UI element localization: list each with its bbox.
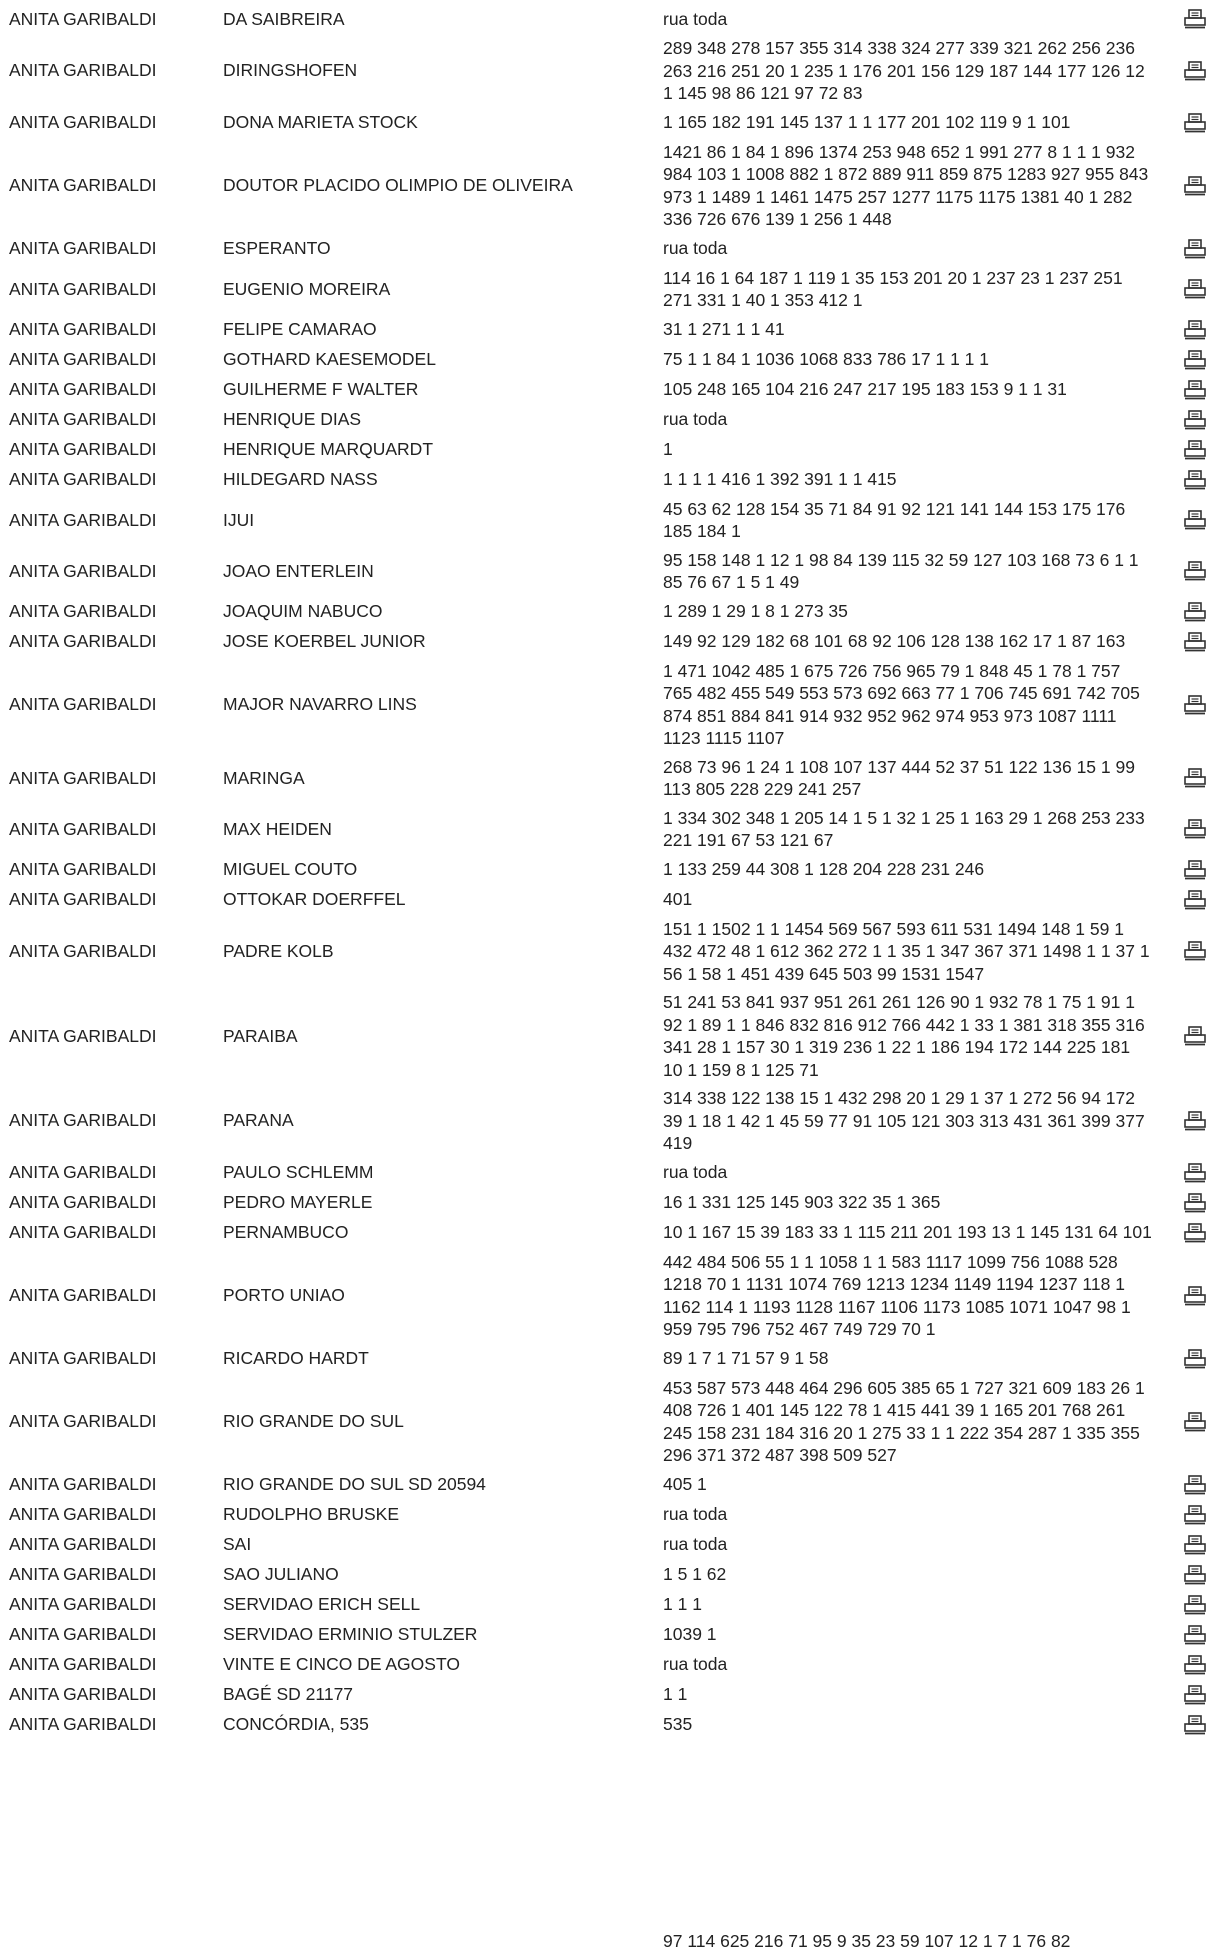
numbers-cell: 289 348 278 157 355 314 338 324 277 339 321 262 256 236 263 216 251 20 1 235 1 176 201 156 129 187 144 177 126 12 1 145 98 86 121 97 72 83 (663, 38, 1145, 103)
printer-icon[interactable] (1182, 1222, 1208, 1244)
numbers-cell: rua toda (663, 8, 728, 29)
city-cell: ANITA GARIBALDI (9, 859, 157, 879)
street-cell: GOTHARD KAESEMODEL (223, 349, 436, 369)
printer-icon[interactable] (1182, 859, 1208, 881)
city-cell: ANITA GARIBALDI (9, 238, 157, 258)
printer-icon[interactable] (1182, 1192, 1208, 1214)
city-cell: ANITA GARIBALDI (9, 560, 157, 581)
printer-icon[interactable] (1182, 1110, 1208, 1132)
table-row (0, 597, 1215, 627)
street-cell: JOSE KOERBEL JUNIOR (223, 631, 426, 651)
numbers-cell: 1 165 182 191 145 137 1 1 177 201 102 119 9 1 101 (663, 112, 1071, 133)
street-cell: PADRE KOLB (223, 940, 334, 961)
street-cell: IJUI (223, 509, 255, 530)
city-cell: ANITA GARIBALDI (9, 1285, 157, 1305)
numbers-cell: 1 (663, 439, 673, 460)
city-cell: ANITA GARIBALDI (9, 8, 157, 29)
numbers-cell: 31 1 271 1 1 41 (663, 319, 785, 340)
city-cell: ANITA GARIBALDI (9, 818, 157, 839)
table-row (0, 657, 1215, 753)
printer-icon[interactable] (1182, 560, 1208, 582)
printer-icon[interactable] (1182, 1348, 1208, 1370)
printer-icon[interactable] (1182, 889, 1208, 911)
printer-icon[interactable] (1182, 278, 1208, 300)
city-cell: ANITA GARIBALDI (9, 1348, 157, 1368)
numbers-cell: 314 338 122 138 15 1 432 298 20 1 29 1 37 1 272 56 94 172 39 1 18 1 42 1 45 59 77 91 105 121 303 313 431 361 399 377 419 (663, 1088, 1145, 1153)
table-row (0, 234, 1215, 264)
street-cell: VINTE E CINCO DE AGOSTO (223, 1654, 460, 1674)
street-cell: PAULO SCHLEMM (223, 1162, 374, 1182)
table-row (0, 34, 1215, 108)
numbers-cell: 1 1 (663, 1684, 688, 1705)
printer-icon[interactable] (1182, 60, 1208, 82)
numbers-cell: 149 92 129 182 68 101 68 92 106 128 138 162 17 1 87 163 (663, 631, 1126, 652)
city-cell: ANITA GARIBALDI (9, 1474, 157, 1494)
printer-icon[interactable] (1182, 1564, 1208, 1586)
city-cell: ANITA GARIBALDI (9, 601, 157, 621)
street-cell: DA SAIBREIRA (223, 8, 345, 29)
numbers-cell: rua toda (663, 1654, 728, 1675)
numbers-cell: 1 1 1 1 416 1 392 391 1 1 415 (663, 469, 897, 490)
table-row (0, 1560, 1215, 1590)
street-cell: HILDEGARD NASS (223, 469, 378, 489)
table-row (0, 315, 1215, 345)
city-cell: ANITA GARIBALDI (9, 1504, 157, 1524)
table-row (0, 988, 1215, 1084)
numbers-cell: 75 1 1 84 1 1036 1068 833 786 17 1 1 1 1 (663, 349, 989, 370)
street-cell: SERVIDAO ERICH SELL (223, 1594, 421, 1614)
numbers-cell: 89 1 7 1 71 57 9 1 58 (663, 1348, 829, 1369)
table-row (0, 405, 1215, 435)
numbers-cell: rua toda (663, 409, 728, 430)
city-cell: ANITA GARIBALDI (9, 409, 157, 429)
city-cell: ANITA GARIBALDI (9, 278, 157, 299)
table-row (0, 753, 1215, 804)
printer-icon[interactable] (1182, 1624, 1208, 1646)
city-cell: ANITA GARIBALDI (9, 1654, 157, 1674)
table-row (0, 1218, 1215, 1248)
printer-icon[interactable] (1182, 439, 1208, 461)
city-cell: ANITA GARIBALDI (9, 1110, 157, 1131)
numbers-cell: 10 1 167 15 39 183 33 1 115 211 201 193 13 1 145 131 64 101 (663, 1222, 1152, 1243)
table-row (0, 345, 1215, 375)
printer-icon[interactable] (1182, 379, 1208, 401)
numbers-cell: 51 241 53 841 937 951 261 261 126 90 1 932 78 1 75 1 91 1 92 1 89 1 1 846 832 816 912 766 442 1 33 1 381 318 355 316 341 28 1 157 30 1 319 236 1 22 1 186 194 172 144 225 181 10 1 159 8 1 125 71 (663, 992, 1145, 1080)
table-row (0, 1620, 1215, 1650)
numbers-cell: 105 248 165 104 216 247 217 195 183 153 9 1 1 31 (663, 379, 1067, 400)
table-row (0, 1374, 1215, 1470)
street-cell: RICARDO HARDT (223, 1348, 369, 1368)
street-cell: SAO JULIANO (223, 1564, 339, 1584)
printer-icon[interactable] (1182, 509, 1208, 531)
table-row (0, 1158, 1215, 1188)
printer-icon[interactable] (1182, 1285, 1208, 1307)
street-cell: HENRIQUE MARQUARDT (223, 439, 434, 459)
numbers-cell: 535 (663, 1714, 693, 1735)
numbers-cell: 268 73 96 1 24 1 108 107 137 444 52 37 51 122 136 15 1 99 113 805 228 229 241 257 (663, 756, 1135, 799)
street-cell: PARAIBA (223, 1025, 298, 1046)
city-cell: ANITA GARIBALDI (9, 112, 157, 132)
city-cell: ANITA GARIBALDI (9, 1222, 157, 1242)
city-cell: ANITA GARIBALDI (9, 631, 157, 651)
street-cell: PARANA (223, 1110, 294, 1131)
table-row (0, 1590, 1215, 1620)
table-row (0, 915, 1215, 989)
numbers-cell: rua toda (663, 1162, 728, 1183)
numbers-cell: 95 158 148 1 12 1 98 84 139 115 32 59 127 103 168 73 6 1 1 85 76 67 1 5 1 49 (663, 549, 1139, 592)
city-cell: ANITA GARIBALDI (9, 767, 157, 788)
table-row (0, 495, 1215, 546)
street-cell: JOAO ENTERLEIN (223, 560, 374, 581)
printer-icon[interactable] (1182, 601, 1208, 623)
printer-icon[interactable] (1182, 319, 1208, 341)
city-cell: ANITA GARIBALDI (9, 1025, 157, 1046)
printer-icon[interactable] (1182, 8, 1208, 30)
table-row (0, 465, 1215, 495)
table-row (0, 108, 1215, 138)
numbers-cell: 16 1 331 125 145 903 322 35 1 365 (663, 1192, 941, 1213)
partial-row-numbers: 97 114 625 216 71 95 9 35 23 59 107 12 1 7 1 76 82 (663, 1931, 1071, 1951)
street-cell: CONCÓRDIA, 535 (223, 1714, 369, 1734)
numbers-cell: 453 587 573 448 464 296 605 385 65 1 727 321 609 183 26 1 408 726 1 401 145 122 78 1 415 441 39 1 165 201 768 261 245 158 231 184 316 20 1 275 33 1 1 222 354 287 1 335 355 296 371 372 487 398 509 527 (663, 1377, 1145, 1465)
printer-icon[interactable] (1182, 469, 1208, 491)
table-row (0, 1344, 1215, 1374)
table-row (0, 627, 1215, 657)
street-cell: MIGUEL COUTO (223, 859, 358, 879)
table-row (0, 1084, 1215, 1158)
city-cell: ANITA GARIBALDI (9, 1564, 157, 1584)
street-cell: PERNAMBUCO (223, 1222, 349, 1242)
printer-icon[interactable] (1182, 1411, 1208, 1433)
table-row (0, 1500, 1215, 1530)
table-row (0, 138, 1215, 234)
numbers-cell: rua toda (663, 1534, 728, 1555)
printer-icon[interactable] (1182, 694, 1208, 716)
street-cell: PORTO UNIAO (223, 1285, 345, 1305)
printer-icon[interactable] (1182, 1162, 1208, 1184)
numbers-cell: 401 (663, 889, 693, 910)
street-cell: SERVIDAO ERMINIO STULZER (223, 1624, 478, 1644)
printer-icon[interactable] (1182, 409, 1208, 431)
city-cell: ANITA GARIBALDI (9, 1714, 157, 1734)
table-row (0, 855, 1215, 885)
city-cell: ANITA GARIBALDI (9, 1684, 157, 1704)
street-cell: DONA MARIETA STOCK (223, 112, 418, 132)
printer-icon[interactable] (1182, 1714, 1208, 1736)
street-cell: RIO GRANDE DO SUL (223, 1411, 404, 1431)
numbers-cell: 1421 86 1 84 1 896 1374 253 948 652 1 991 277 8 1 1 1 932 984 103 1 1008 882 1 872 889 911 859 875 1283 927 955 843 973 1 1489 1 1461 1475 257 1277 1175 1175 1381 40 1 282 336 726 676 139 1 256 1 448 (663, 141, 1149, 229)
numbers-cell: 1 471 1042 485 1 675 726 756 965 79 1 848 45 1 78 1 757 765 482 455 549 553 573 692 663 77 1 706 745 691 742 705 874 851 884 841 914 932 952 962 974 953 973 1087 1111 1123 1115 1107 (663, 660, 1140, 748)
printer-icon[interactable] (1182, 349, 1208, 371)
table-row (0, 375, 1215, 405)
street-cell: DOUTOR PLACIDO OLIMPIO DE OLIVEIRA (223, 175, 573, 195)
table-row (0, 1470, 1215, 1500)
city-cell: ANITA GARIBALDI (9, 319, 157, 339)
street-cell: HENRIQUE DIAS (223, 409, 362, 429)
numbers-cell: 405 1 (663, 1474, 707, 1495)
table-row (0, 1680, 1215, 1710)
table-row (0, 1650, 1215, 1680)
printer-icon[interactable] (1182, 238, 1208, 260)
city-cell: ANITA GARIBALDI (9, 1411, 157, 1431)
printer-icon[interactable] (1182, 1684, 1208, 1706)
city-cell: ANITA GARIBALDI (9, 1162, 157, 1182)
city-cell: ANITA GARIBALDI (9, 509, 157, 530)
street-cell: FELIPE CAMARAO (223, 319, 377, 339)
street-cell: PEDRO MAYERLE (223, 1192, 373, 1212)
numbers-cell: 1 133 259 44 308 1 128 204 228 231 246 (663, 859, 985, 880)
city-cell: ANITA GARIBALDI (9, 1624, 157, 1644)
city-cell: ANITA GARIBALDI (9, 379, 157, 399)
street-cell: JOAQUIM NABUCO (223, 601, 383, 621)
city-cell: ANITA GARIBALDI (9, 439, 157, 459)
numbers-cell: 1 5 1 62 (663, 1564, 727, 1585)
numbers-cell: 442 484 506 55 1 1 1058 1 1 583 1117 1099 756 1088 528 1218 70 1 1131 1074 769 1213 1234 1149 1194 1237 118 1 1162 114 1 1193 1128 1167 1106 1173 1085 1071 1047 98 1 959 795 796 752 467 749 729 70 1 (663, 1251, 1131, 1339)
address-table (0, 4, 1215, 1740)
street-cell: ESPERANTO (223, 238, 331, 258)
printer-icon[interactable] (1182, 940, 1208, 962)
printer-icon[interactable] (1182, 818, 1208, 840)
street-cell: MAJOR NAVARRO LINS (223, 694, 417, 714)
table-row (0, 1710, 1215, 1740)
printer-icon[interactable] (1182, 175, 1208, 197)
city-cell: ANITA GARIBALDI (9, 469, 157, 489)
street-cell: MARINGA (223, 767, 305, 788)
numbers-cell: 151 1 1502 1 1 1454 569 567 593 611 531 1494 148 1 59 1 432 472 48 1 612 362 272 1 1 35 1 347 367 371 1498 1 1 37 1 56 1 58 1 451 439 645 503 99 1531 1547 (663, 918, 1150, 984)
numbers-cell: rua toda (663, 1504, 728, 1525)
street-cell: GUILHERME F WALTER (223, 379, 419, 399)
city-cell: ANITA GARIBALDI (9, 1192, 157, 1212)
city-cell: ANITA GARIBALDI (9, 694, 157, 714)
city-cell: ANITA GARIBALDI (9, 889, 157, 909)
numbers-cell: 1 334 302 348 1 205 14 1 5 1 32 1 25 1 163 29 1 268 253 233 221 191 67 53 121 67 (663, 807, 1145, 850)
printer-icon[interactable] (1182, 1474, 1208, 1496)
table-row (0, 804, 1215, 855)
printer-icon[interactable] (1182, 767, 1208, 789)
table-row (0, 435, 1215, 465)
table-row (0, 1188, 1215, 1218)
city-cell: ANITA GARIBALDI (9, 940, 157, 961)
printer-icon[interactable] (1182, 112, 1208, 134)
numbers-cell: 45 63 62 128 154 35 71 84 91 92 121 141 144 153 175 176 185 184 1 (663, 498, 1126, 541)
printer-icon[interactable] (1182, 1594, 1208, 1616)
table-row (0, 1248, 1215, 1344)
city-cell: ANITA GARIBALDI (9, 175, 157, 195)
printer-icon[interactable] (1182, 1654, 1208, 1676)
table-row (0, 4, 1215, 34)
printer-icon[interactable] (1182, 1025, 1208, 1047)
table-row (0, 264, 1215, 315)
numbers-cell: 1039 1 (663, 1624, 717, 1645)
numbers-cell: 114 16 1 64 187 1 119 1 35 153 201 20 1 237 23 1 237 251 271 331 1 40 1 353 412 1 (663, 267, 1123, 310)
street-cell: OTTOKAR DOERFFEL (223, 889, 406, 909)
numbers-cell: 1 1 1 (663, 1594, 702, 1615)
street-cell: RIO GRANDE DO SUL SD 20594 (223, 1474, 486, 1494)
printer-icon[interactable] (1182, 1504, 1208, 1526)
street-cell: MAX HEIDEN (223, 818, 332, 839)
numbers-cell: rua toda (663, 238, 728, 259)
street-cell: EUGENIO MOREIRA (223, 278, 391, 299)
city-cell: ANITA GARIBALDI (9, 60, 157, 81)
table-row (0, 1530, 1215, 1560)
street-cell: SAI (223, 1534, 252, 1554)
street-cell: DIRINGSHOFEN (223, 60, 358, 81)
street-cell: BAGÉ SD 21177 (223, 1684, 354, 1704)
table-row (0, 546, 1215, 597)
city-cell: ANITA GARIBALDI (9, 1594, 157, 1614)
table-row (0, 885, 1215, 915)
street-cell: RUDOLPHO BRUSKE (223, 1504, 400, 1524)
numbers-cell: 1 289 1 29 1 8 1 273 35 (663, 601, 848, 622)
printer-icon[interactable] (1182, 1534, 1208, 1556)
printer-icon[interactable] (1182, 631, 1208, 653)
city-cell: ANITA GARIBALDI (9, 1534, 157, 1554)
city-cell: ANITA GARIBALDI (9, 349, 157, 369)
